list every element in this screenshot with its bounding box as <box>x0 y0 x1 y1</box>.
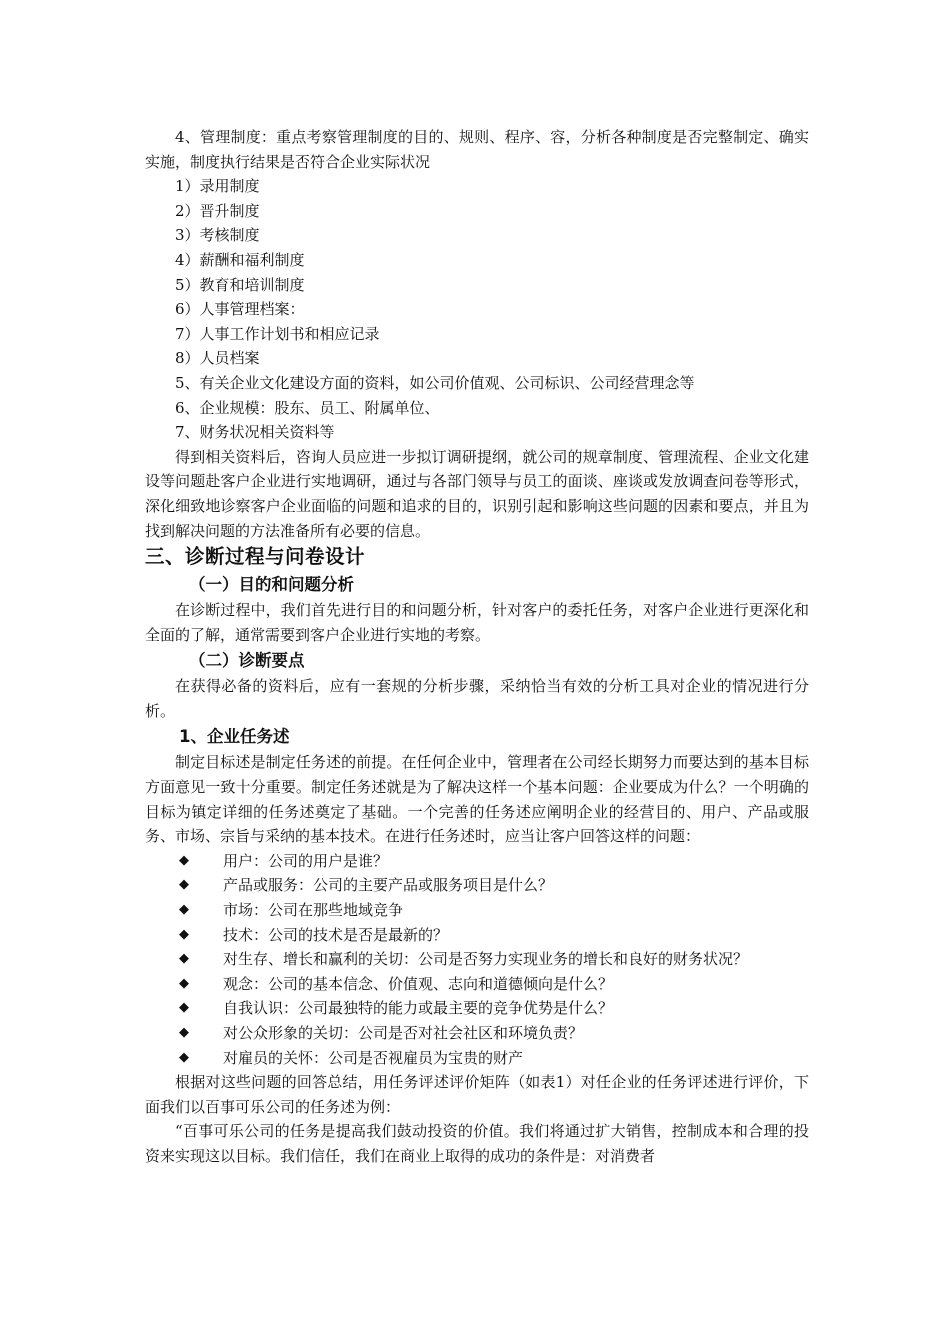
bullet-list <box>145 849 809 1070</box>
bullet-text: 对公众形象的关切：公司是否对社会社区和环境负责？ <box>223 1024 584 1042</box>
bullet-item <box>145 873 809 898</box>
diamond-bullet-icon: ◆ <box>179 926 189 942</box>
bullet-item <box>145 1021 809 1046</box>
summary-paragraph: 根据对这些问题的回答总结，用任务评述评价矩阵（如表1）对任企业的任务评述进行评价，下面我们以百事可乐公司的任务述为例： <box>145 1073 809 1116</box>
diamond-bullet-icon: ◆ <box>179 1000 189 1016</box>
diamond-bullet-icon: ◆ <box>179 852 189 868</box>
bullet-item <box>145 898 809 923</box>
bullet-item <box>145 1046 809 1071</box>
bullet-item <box>145 996 809 1021</box>
subsection-heading: （一）目的和问题分析 <box>189 575 354 595</box>
research-paragraph: 得到相关资料后，咨询人员应进一步拟订调研提纲，就公司的规章制度、管理流程、企业文化建设等问题赴客户企业进行实地调研，通过与各部门领导与员工的面谈、座谈或发放调查问卷等形式，深化细致地诊察客户企业面临的问题和追求的目的，识别引起和影响这些问题的因素和要点，并且为找到解决问题的方法准备所有必要的信息。 <box>145 447 809 540</box>
bullet-text: 对雇员的关怀：公司是否视雇员为宝贵的财产 <box>223 1048 524 1067</box>
list-item: 6、企业规模：股东、员工、附属单位、 <box>175 398 440 417</box>
subsection-text: 在诊断过程中，我们首先进行目的和问题分析，针对客户的委托任务，对客户企业进行更深化和全面的了解，通常需要到客户企业进行实地的考察。 <box>145 601 809 644</box>
list-item: 8）人员档案 <box>175 349 260 368</box>
list-item: 4）薪酬和福利制度 <box>175 250 305 269</box>
diamond-bullet-icon: ◆ <box>179 951 189 967</box>
bullet-item <box>145 923 809 948</box>
diamond-bullet-icon: ◆ <box>179 1025 189 1040</box>
list-item: 7、财务状况相关资料等 <box>175 423 335 442</box>
list-item: 6）人事管理档案： <box>175 300 305 319</box>
section4-intro: 4、管理制度：重点考察管理制度的目的、规则、程序、容，分析各种制度是否完整制定、确实实施，制度执行结果是否符合企业实际状况 <box>145 128 809 171</box>
diamond-bullet-icon: ◆ <box>179 1049 189 1065</box>
list-item: 5）教育和培训制度 <box>175 275 305 294</box>
quote-paragraph: “百事可乐公司的任务是提高我们鼓动投资的价值。我们将通过扩大销售，控制成本和合理的投资来实现这以目标。我们信任，我们在商业上取得的成功的条件是：对消费者 <box>145 1122 809 1165</box>
subsection-text: 在获得必备的资料后，应有一套规的分析步骤，采纳恰当有效的分析工具对企业的情况进行分析。 <box>145 677 809 720</box>
list-item: 2）晋升制度 <box>175 201 260 220</box>
document-page <box>145 125 809 1169</box>
bullet-text: 对生存、增长和赢利的关切：公司是否努力实现业务的增长和良好的财务状况？ <box>223 950 749 969</box>
list-item: 7）人事工作计划书和相应记录 <box>175 324 380 343</box>
bullet-item <box>145 947 809 972</box>
task-paragraph: 制定目标述是制定任务述的前提。在任何企业中，管理者在公司经长期努力而要达到的基本目标方面意见一致十分重要。制定任务述就是为了解决这样一个基本问题：企业要成为什么？一个明确的目标为镇定详细的任务述奠定了基础。一个完善的任务述应阐明企业的经营目的、用户、产品或服务、市场、宗旨与采纳的基本技术。在进行任务述时，应当让客户回答这样的问题： <box>145 753 809 846</box>
diamond-bullet-icon: ◆ <box>179 877 189 893</box>
bullet-text: 观念：公司的基本信念、价值观、志向和道德倾向是什么？ <box>223 974 614 993</box>
diamond-bullet-icon: ◆ <box>179 975 189 991</box>
list-item: 3）考核制度 <box>175 226 260 245</box>
topic-heading: 1、企业任务述 <box>179 727 290 747</box>
bullet-text: 用户：公司的用户是谁？ <box>223 851 389 870</box>
bullet-item <box>145 972 809 997</box>
diamond-bullet-icon: ◆ <box>179 902 189 918</box>
bullet-item <box>145 849 809 874</box>
bullet-text: 自我认识：公司最独特的能力或最主要的竞争优势是什么？ <box>223 999 614 1018</box>
bullet-text: 技术：公司的技术是否是最新的？ <box>223 925 449 944</box>
section-heading: 三、诊断过程与问卷设计 <box>145 545 366 569</box>
list-item: 1）录用制度 <box>175 177 260 196</box>
bullet-text: 市场：公司在那些地域竞争 <box>223 901 404 920</box>
list-item: 5、有关企业文化建设方面的资料，如公司价值观、公司标识、公司经营理念等 <box>175 373 695 392</box>
bullet-text: 产品或服务：公司的主要产品或服务项目是什么？ <box>223 876 554 895</box>
subsection-heading: （二）诊断要点 <box>189 651 305 671</box>
